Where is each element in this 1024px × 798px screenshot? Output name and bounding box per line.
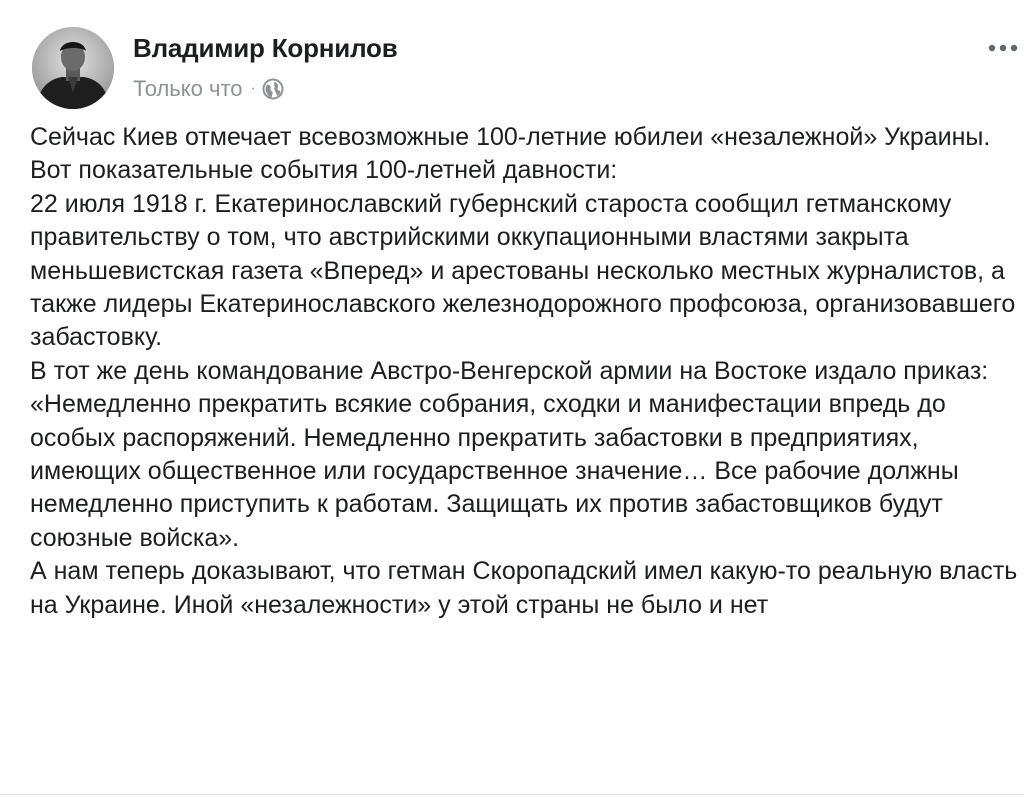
author-name[interactable]: Владимир Корнилов bbox=[133, 33, 398, 63]
post-timestamp[interactable]: Только что bbox=[133, 76, 243, 101]
more-horizontal-icon bbox=[988, 44, 1018, 52]
post-meta bbox=[133, 74, 284, 104]
avatar[interactable] bbox=[32, 27, 114, 109]
globe-icon[interactable] bbox=[262, 78, 284, 100]
profile-photo bbox=[32, 27, 114, 109]
divider bbox=[0, 794, 1024, 795]
more-options-button[interactable] bbox=[986, 37, 1020, 59]
meta-separator: · bbox=[250, 80, 256, 97]
post-paragraph: Сейчас Киев отмечает всевозможные 100-летние юбилеи «незалежной» Украины. Вот показательные события 100-летней давности: bbox=[30, 123, 991, 185]
post-paragraph: В тот же день командование Австро-Венгерской армии на Востоке издало приказ: «Немедленно прекратить всякие собрания, сходки и манифестации впредь до особых распоряжений. Немедленно прекратить забастовки в предприятиях, имеющих общественное или государственное значение… Все рабочие должны немедленно приступить к работам. Защищать их против забастовщиков будут союзные войска». bbox=[30, 356, 989, 552]
post-text bbox=[30, 121, 1018, 622]
post-paragraph: А нам теперь доказывают, что гетман Скоропадский имел какую-то реальную власть на Украине. Иной «незалежности» у этой страны не было и нет bbox=[30, 557, 1018, 619]
post-paragraph: 22 июля 1918 г. Екатеринославский губернский староста сообщил гетманскому правительству о том, что австрийскими оккупационными властями закрыта меньшевистская газета «Вперед» и арестованы несколько местных журналистов, а также лидеры Екатеринославского железнодорожного профсоюза, организовавшего забастовку. bbox=[30, 189, 1016, 352]
